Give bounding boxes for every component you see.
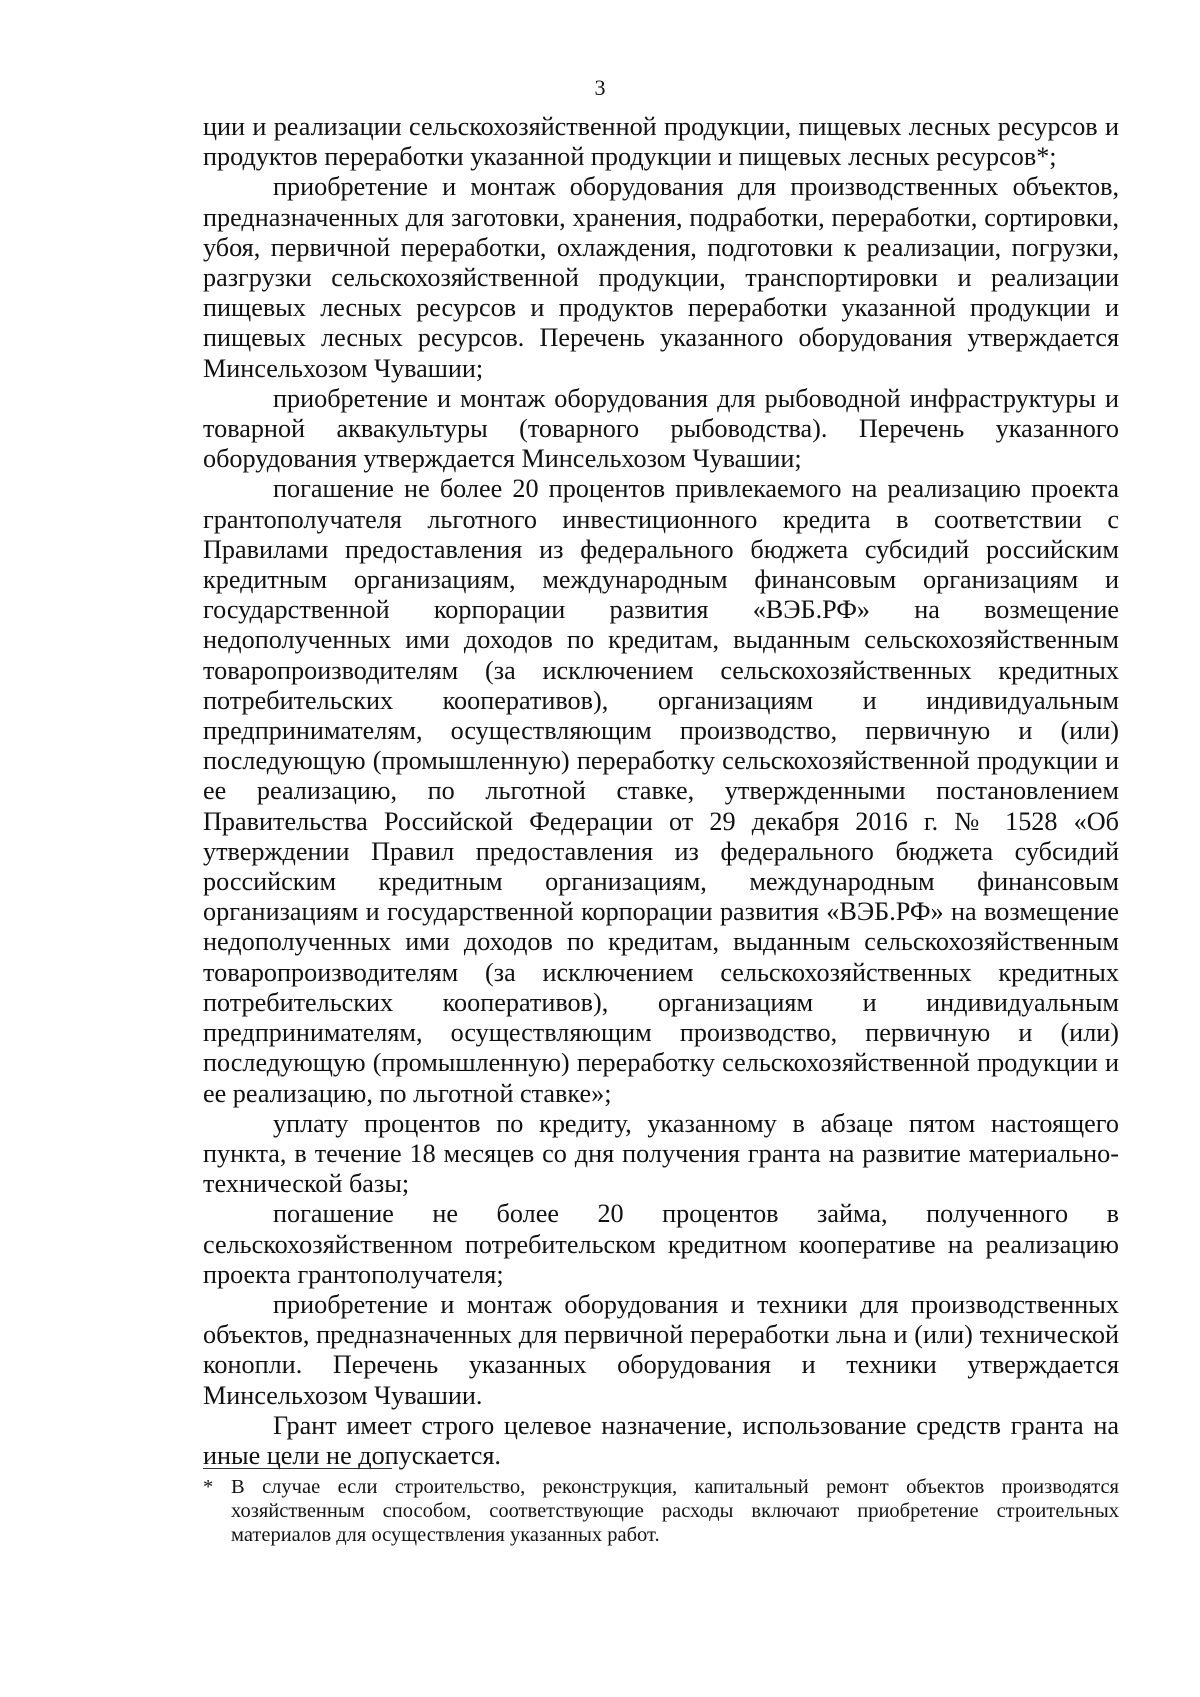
paragraph-equipment-production: приобретение и монтаж оборудования для производственных объектов, предназначенных для заготовки, хранения, подработки, переработки, сортировки, убоя, первичной переработки, охлаждения, подготовки к реализации, погрузки, разгрузки сельскохозяйственной продукции, транспортировки и реализации пищевых лесных ресурсов и продуктов переработки указанной продукции и пищевых лесных ресурсов. Перечень указанного оборудования утверждается Минсельхозом Чувашии;	[203, 172, 1119, 383]
document-body	[203, 112, 1119, 1471]
page-number: 3	[594, 75, 606, 100]
footnote-mark: *	[203, 1476, 214, 1498]
paragraph-flax-hemp-equipment: приобретение и монтаж оборудования и техники для производственных объектов, предназначенных для первичной переработки льна и (или) технической конопли. Перечень указанных оборудования и техники утверждается Минсельхозом Чувашии.	[203, 1289, 1119, 1410]
paragraph-investment-credit: погашение не более 20 процентов привлекаемого на реализацию проекта грантополучателя льготного инвестиционного кредита в соответствии с Правилами предоставления из федерального бюджета субсидий российским кредитным организациям, международным финансовым организациям и государственной корпорации развития «ВЭБ.РФ» на возмещение недополученных ими доходов по кредитам, выданным сельскохозяйственным товаропроизводителям (за исключением сельскохозяйственных кредитных потребительских кооперативов), организациям и индивидуальным предпринимателям, осуществляющим производство, первичную и (или) последующую (промышленную) переработку сельскохозяйственной продукции и ее реализацию, по льготной ставке, утвержденными постановлением Правительства Российской Федерации от 29 декабря 2016 г. № 1528 «Об утверждении Правил предоставления из федерального бюджета субсидий российским кредитным организациям, международным финансовым организациям и государственной корпорации развития «ВЭБ.РФ» на возмещение недополученных ими доходов по кредитам, выданным сельскохозяйственным товаропроизводителям (за исключением сельскохозяйственных кредитных потребительских кооперативов), организациям и индивидуальным предпринимателям, осуществляющим производство, первичную и (или) последующую (промышленную) переработку сельскохозяйственной продукции и ее реализацию, по льготной ставке»;	[203, 474, 1119, 1108]
paragraph-interest-payment: уплату процентов по кредиту, указанному в абзаце пятом настоящего пункта, в течение 18 месяцев со дня получения гранта на развитие материально-технической базы;	[203, 1108, 1119, 1199]
paragraph-equipment-fish-farming: приобретение и монтаж оборудования для рыбоводной инфраструктуры и товарной аквакультуры (товарного рыбоводства). Перечень указанного оборудования утверждается Минсельхозом Чувашии;	[203, 383, 1119, 474]
footnote	[203, 1475, 1119, 1547]
paragraph-continuation: ции и реализации сельскохозяйственной продукции, пищевых лесных ресурсов и продуктов переработки указанной продукции и пищевых лесных ресурсов*;	[203, 112, 1119, 172]
footnote-separator	[203, 1468, 392, 1469]
footnote-text: В случае если строительство, реконструкция, капитальный ремонт объектов производятся хозяйственным способом, соответствующие расходы включают приобретение строительных материалов для осуществления указанных работ.	[231, 1476, 1119, 1546]
paragraph-loan-repayment: погашение не более 20 процентов займа, полученного в сельскохозяйственном потребительском кредитном кооперативе на реализацию проекта грантополучателя;	[203, 1199, 1119, 1289]
paragraph-grant-purpose: Грант имеет строго целевое назначение, использование средств гранта на иные цели не допускается.	[203, 1410, 1119, 1470]
